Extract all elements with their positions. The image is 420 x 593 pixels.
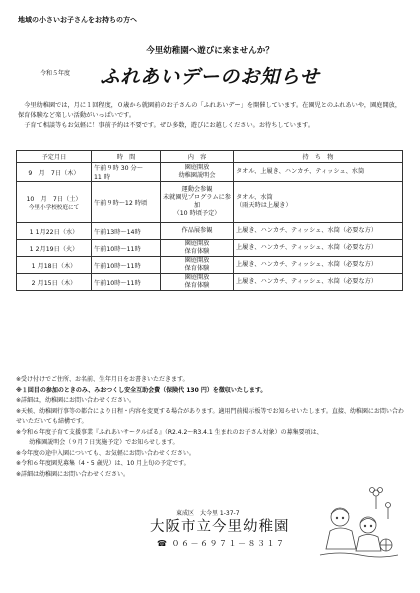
note-line: ※天候、幼稚園行事等の都合により日程・内容を変更する場合があります。適用門前掲示板等でお知らせいたします。直接、幼稚園にお問い合わせいただいても結構です。	[16, 407, 404, 425]
row-time: 午前10時～11時	[92, 257, 161, 274]
phone-icon: ☎	[157, 539, 169, 548]
row-time: 午前９時～12 時頃	[92, 182, 161, 223]
intro-paragraph: 子育て相談等もお気軽に！事前予約は不要です。ぜひ多数，遊びにお越しください。お待ちしています。	[24, 122, 315, 130]
row-date: 2 月15日（木）	[17, 274, 92, 291]
notes-section	[16, 375, 408, 480]
header-time: 時 間	[92, 151, 161, 163]
intro-paragraph: 今里幼稚園では，月に１回程度，０歳から就園前のお子さんの「ふれあいデー」を開催しています。在園児とのふれあいや，園庭開放，保育体験など楽しい活動がいっぱいです。	[18, 102, 402, 120]
row-content: 園庭開放 保育体験	[161, 274, 234, 291]
note-line: ※受け付けでご住所、お名前、生年月日をお書きいただきます。	[16, 376, 189, 383]
header-items: 持 ち 物	[234, 151, 403, 163]
note-line: ※令和６年度園児募集（4・5 歳児）は、10 月上旬の予定です。	[16, 460, 190, 467]
note-line: ※１回目の参加のときのみ、みおつくし安全互助会費（保険代 130 円）を徴収いたします。	[16, 386, 267, 394]
row-content: 作品展参観	[161, 223, 234, 240]
table-row	[17, 257, 403, 274]
table-row	[17, 274, 403, 291]
row-date: 1 月18日（木）	[17, 257, 92, 274]
invitation-subtitle: 今里幼稚園へ遊びに来ませんか？	[146, 46, 274, 56]
phone-number: ０６－６９７１－８３１７	[171, 539, 286, 548]
footer-address: 東成区 大今里 1-37-7	[176, 510, 240, 517]
row-content: 園庭開放 幼稚園説明会	[161, 163, 234, 182]
row-date: 1 1月22日（水）	[17, 223, 92, 240]
row-time: 午前９時 30 分～ 11 時	[92, 163, 161, 182]
row-items: 上履き、ハンカチ、ティッシュ、水筒（必要な方）	[234, 257, 403, 274]
row-items: タオル、上履き、ハンカチ、ティッシュ、水筒	[234, 163, 403, 182]
row-time: 午前10時～11時	[92, 240, 161, 257]
row-date: 1 2月19日（火）	[17, 240, 92, 257]
note-line: 幼稚園説明会（９月７日実施予定）でお知らせします。	[29, 439, 179, 446]
row-items: 上履き、ハンカチ、ティッシュ、水筒（必要な方）	[234, 223, 403, 240]
audience-line: 地域の小さいお子さんをお持ちの方へ	[18, 16, 137, 24]
table-row	[17, 182, 403, 223]
header-date: 予定月日	[17, 151, 92, 163]
row-time: 午前10時～11時	[92, 274, 161, 291]
row-content: 運動会参観 未就園児プログラムに参加 （10 時頃予定）	[161, 182, 234, 223]
row-content: 園庭開放 保育体験	[161, 257, 234, 274]
table-row	[17, 223, 403, 240]
row-content: 園庭開放 保育体験	[161, 240, 234, 257]
page-title: ふれあいデーのお知らせ	[100, 66, 320, 88]
children-illustration	[318, 483, 398, 561]
row-date: 9 月 7日（木）	[17, 163, 92, 182]
row-date: 10 月 7日（土） 今里小学校校庭にて	[17, 182, 92, 223]
intro-text	[18, 101, 406, 132]
note-line: ※詳細は，幼稚園にお問い合わせください。	[16, 397, 136, 404]
schedule-table	[16, 150, 403, 291]
table-row	[17, 163, 403, 182]
header-content: 内 容	[161, 151, 234, 163]
table-header-row	[17, 151, 403, 163]
row-time: 午前13時～14時	[92, 223, 161, 240]
row-items: 上履き、ハンカチ、ティッシュ、水筒（必要な方）	[234, 240, 403, 257]
row-items: タオル、水筒 （雨天時は上履き）	[234, 182, 403, 223]
table-row	[17, 240, 403, 257]
note-line: ※令和６年度子育て支援事業『ふれあいサークルぱる』（R2.4.2～R3.4.1 生まれのお子さん対象）の募集要項は、	[16, 428, 323, 436]
school-name: 大阪市立今里幼稚園	[150, 519, 290, 535]
note-line: ※今年度の途中入園についても、お気軽にお問い合わせください。	[16, 449, 195, 457]
footer-phone	[157, 538, 285, 549]
row-date-note: 今里小学校校庭にて	[28, 204, 80, 211]
row-items: 上履き、ハンカチ、ティッシュ、水筒（必要な方）	[234, 274, 403, 291]
note-line: ※詳細は幼稚園にお問い合わせください。	[16, 470, 130, 478]
era-label: 令和５年度	[40, 70, 71, 77]
